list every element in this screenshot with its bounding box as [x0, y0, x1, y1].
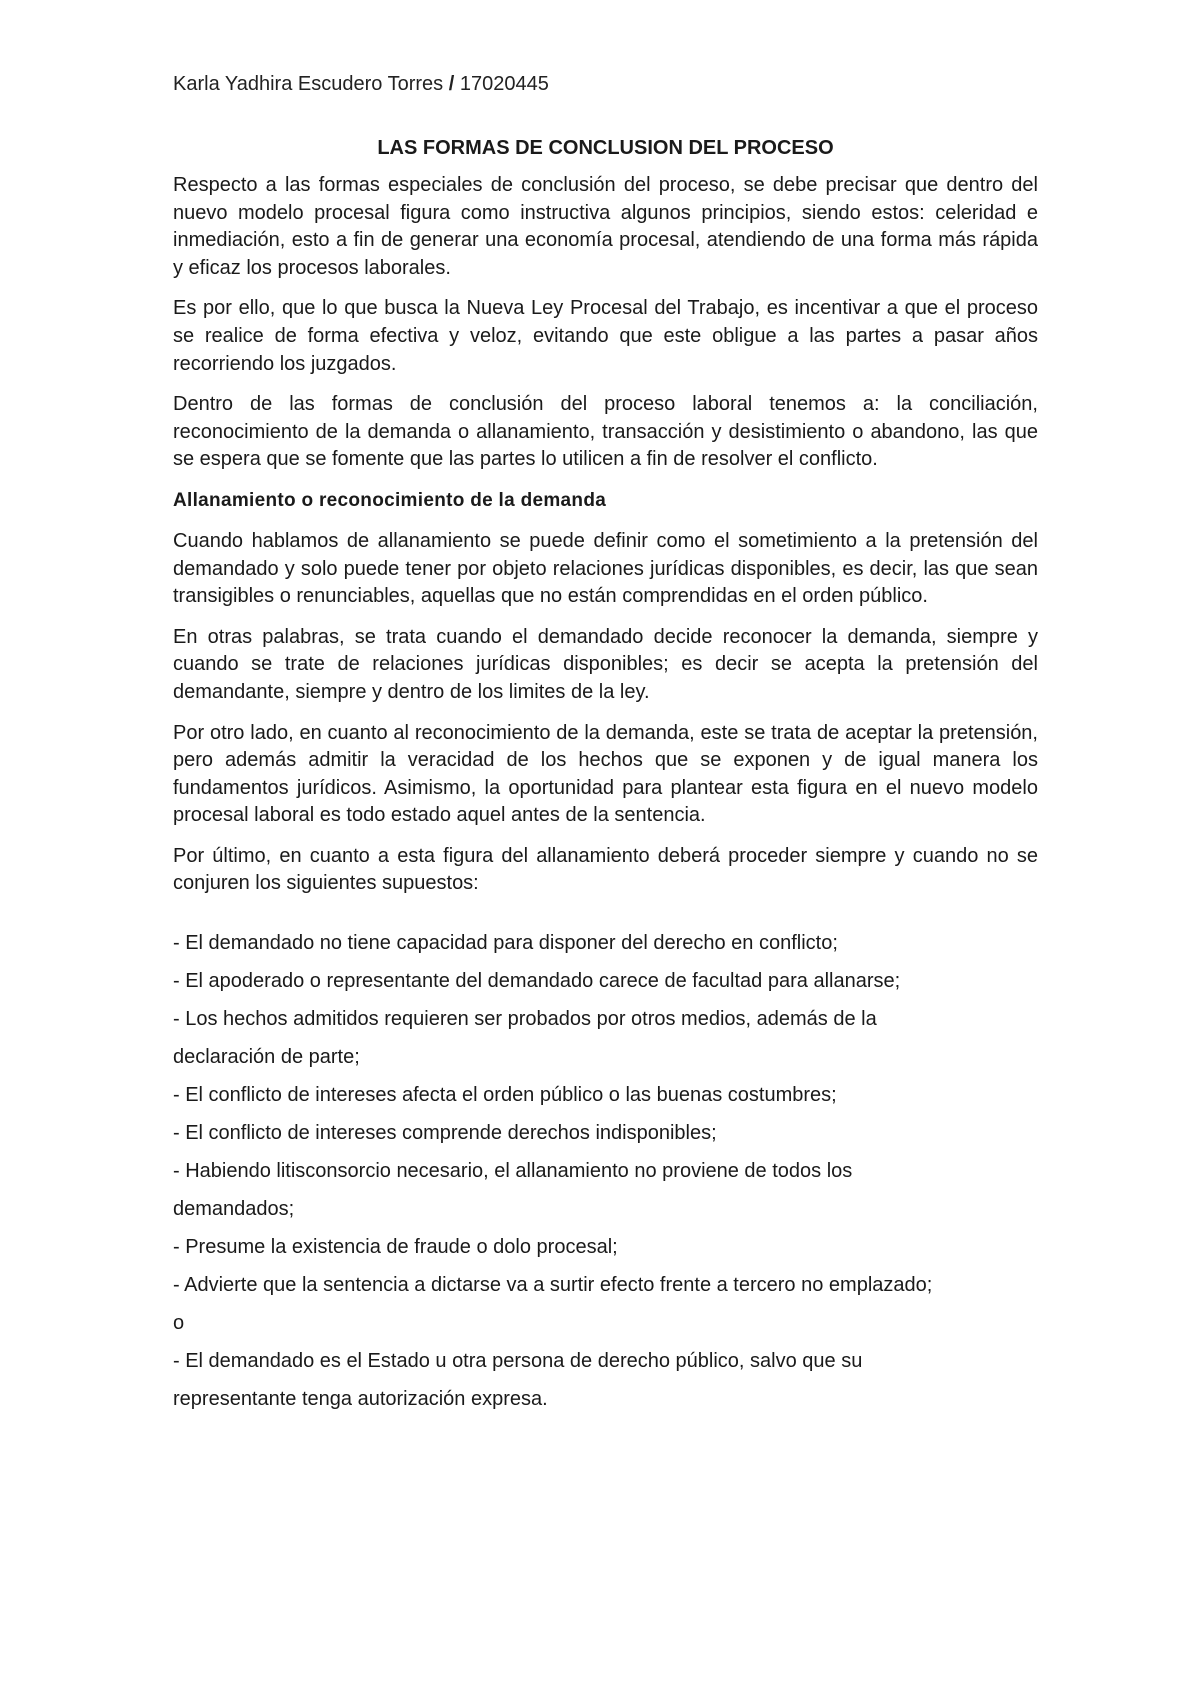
- assumptions-list: [173, 924, 1038, 1418]
- list-line: - El conflicto de intereses afecta el orden público o las buenas costumbres;: [173, 1084, 837, 1107]
- intro-paragraph-3: Dentro de las formas de conclusión del proceso laboral tenemos a: la conciliación, reconocimiento de la demanda o allanamiento, transacción y desistimiento o abandono, las que se espera que se fomente que las partes lo utilicen a fin de resolver el conflicto.: [173, 393, 1038, 471]
- list-line: - El apoderado o representante del demandado carece de facultad para allanarse;: [173, 970, 901, 993]
- list-line: o: [173, 1312, 185, 1335]
- document-title: LAS FORMAS DE CONCLUSION DEL PROCESO: [377, 137, 834, 159]
- section-paragraph-1: Cuando hablamos de allanamiento se puede definir como el sometimiento a la pretensión del demandado y solo puede tener por objeto relaciones jurídicas disponibles, es decir, las que sean transigibles o renunciables, aquellas que no están comprendidas en el orden público.: [173, 529, 1038, 608]
- list-line: - El demandado no tiene capacidad para disponer del derecho en conflicto;: [173, 932, 838, 955]
- author-header: [173, 70, 1038, 98]
- student-code: 17020445: [459, 73, 549, 95]
- section-paragraph-3: Por otro lado, en cuanto al reconocimiento de la demanda, este se trata de aceptar la pretensión, pero además admitir la veracidad de los hechos que se exponen y de igual manera los fundamentos jurídicos. Asimismo, la oportunidad para plantear esta figura en el nuevo modelo procesal laboral es todo estado aquel antes de la sentencia.: [173, 721, 1038, 827]
- list-line: - El demandado es el Estado u otra persona de derecho público, salvo que su: [173, 1350, 863, 1373]
- section-heading: Allanamiento o reconocimiento de la demanda: [173, 489, 607, 511]
- section-paragraph-2: En otras palabras, se trata cuando el demandado decide reconocer la demanda, siempre y cuando se trate de relaciones jurídicas disponibles; es decir se acepta la pretensión del demandante, siempre y dentro de los limites de la ley.: [173, 625, 1038, 703]
- document-page: [173, 70, 1038, 1418]
- header-separator: /: [448, 73, 455, 95]
- list-line: - Advierte que la sentencia a dictarse va a surtir efecto frente a tercero no emplazado;: [173, 1274, 933, 1297]
- intro-paragraph-1: Respecto a las formas especiales de conclusión del proceso, se debe precisar que dentro del nuevo modelo procesal figura como instructiva algunos principios, siendo estos: celeridad e inmediación, esto a fin de generar una economía procesal, atendiendo de una forma más rápida y eficaz los procesos laborales.: [173, 174, 1038, 279]
- list-line: demandados;: [173, 1198, 295, 1221]
- author-name: Karla Yadhira Escudero Torres: [173, 73, 444, 95]
- list-line: - Habiendo litisconsorcio necesario, el allanamiento no proviene de todos los: [173, 1160, 853, 1183]
- list-line: - Presume la existencia de fraude o dolo procesal;: [173, 1236, 618, 1259]
- section-paragraph-4: Por último, en cuanto a esta figura del allanamiento deberá proceder siempre y cuando no se conjuren los siguientes supuestos:: [173, 844, 1038, 895]
- list-line: - Los hechos admitidos requieren ser probados por otros medios, además de la: [173, 1008, 877, 1031]
- list-line: - El conflicto de intereses comprende derechos indisponibles;: [173, 1122, 717, 1145]
- intro-paragraph-2: Es por ello, que lo que busca la Nueva Ley Procesal del Trabajo, es incentivar a que el proceso se realice de forma efectiva y veloz, evitando que este obligue a las partes a pasar años recorriendo los juzgados.: [173, 297, 1038, 375]
- list-line: declaración de parte;: [173, 1046, 360, 1069]
- list-line: representante tenga autorización expresa.: [173, 1388, 548, 1411]
